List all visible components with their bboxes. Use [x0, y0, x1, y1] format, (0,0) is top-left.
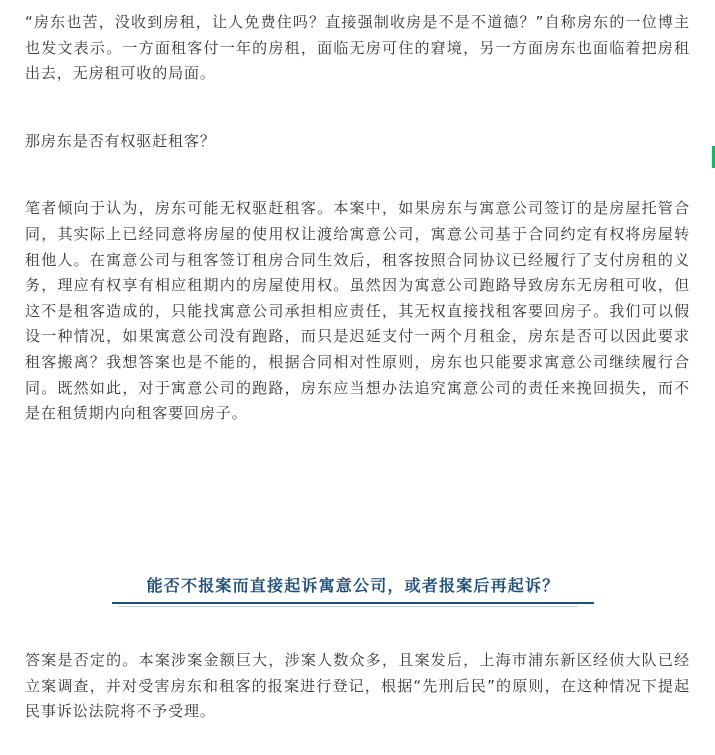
heading-underline-shadow — [118, 606, 578, 607]
article-body — [25, 10, 690, 427]
article-body-continued — [25, 648, 690, 725]
section-heading-block — [112, 574, 594, 610]
paragraph-landlord-view: “房东也苦，没收到房租，让人免费住吗？直接强制收房是不是不道德？”自称房东的一位博主也发文表示。一方面租客付一年的房租，面临无房可住的窘境，另一方面房东也面临着把房租出去，无房租可收的局面。 — [25, 13, 690, 83]
paragraph-analysis: 笔者倾向于认为，房东可能无权驱赶租客。本案中，如果房东与寓意公司签订的是房屋托管合同，其实际上已经同意将房屋的使用权让渡给寓意公司，寓意公司基于合同约定有权将房屋转租他人。在寓意公司与租客签订租房合同生效后，租客按照合同协议已经履行了支付房租的义务，理应有权享有相应租期内的房屋使用权。虽然因为寓意公司跑路导致房东无房租可收，但这不是租客造成的，只能找寓意公司承担相应责任，其无权直接找租客要回房子。我们可以假设一种情况，如果寓意公司没有跑路，而只是迟延支付一两个月租金，房东是否可以因此要求租客搬离？我想答案也是不能的，根据合同相对性原则，房东也只能要求寓意公司继续履行合同。既然如此，对于寓意公司的跑路，房东应当想办法追究寓意公司的责任来挽回损失，而不是在租赁期内向租客要回房子。 — [25, 199, 690, 423]
paragraph-answer: 答案是否定的。本案涉案金额巨大，涉案人数众多，且案发后，上海市浦东新区经侦大队已经立案调查，并对受害房东和租客的报案进行登记，根据“先刑后民”的原则，在这种情况下提起民事诉讼法院将不予受理。 — [25, 651, 690, 721]
heading-underline — [112, 602, 594, 604]
paragraph-question: 那房东是否有权驱赶租客？ — [25, 131, 216, 150]
section-heading: 能否不报案而直接起诉寓意公司，或者报案后再起诉？ — [146, 576, 560, 595]
